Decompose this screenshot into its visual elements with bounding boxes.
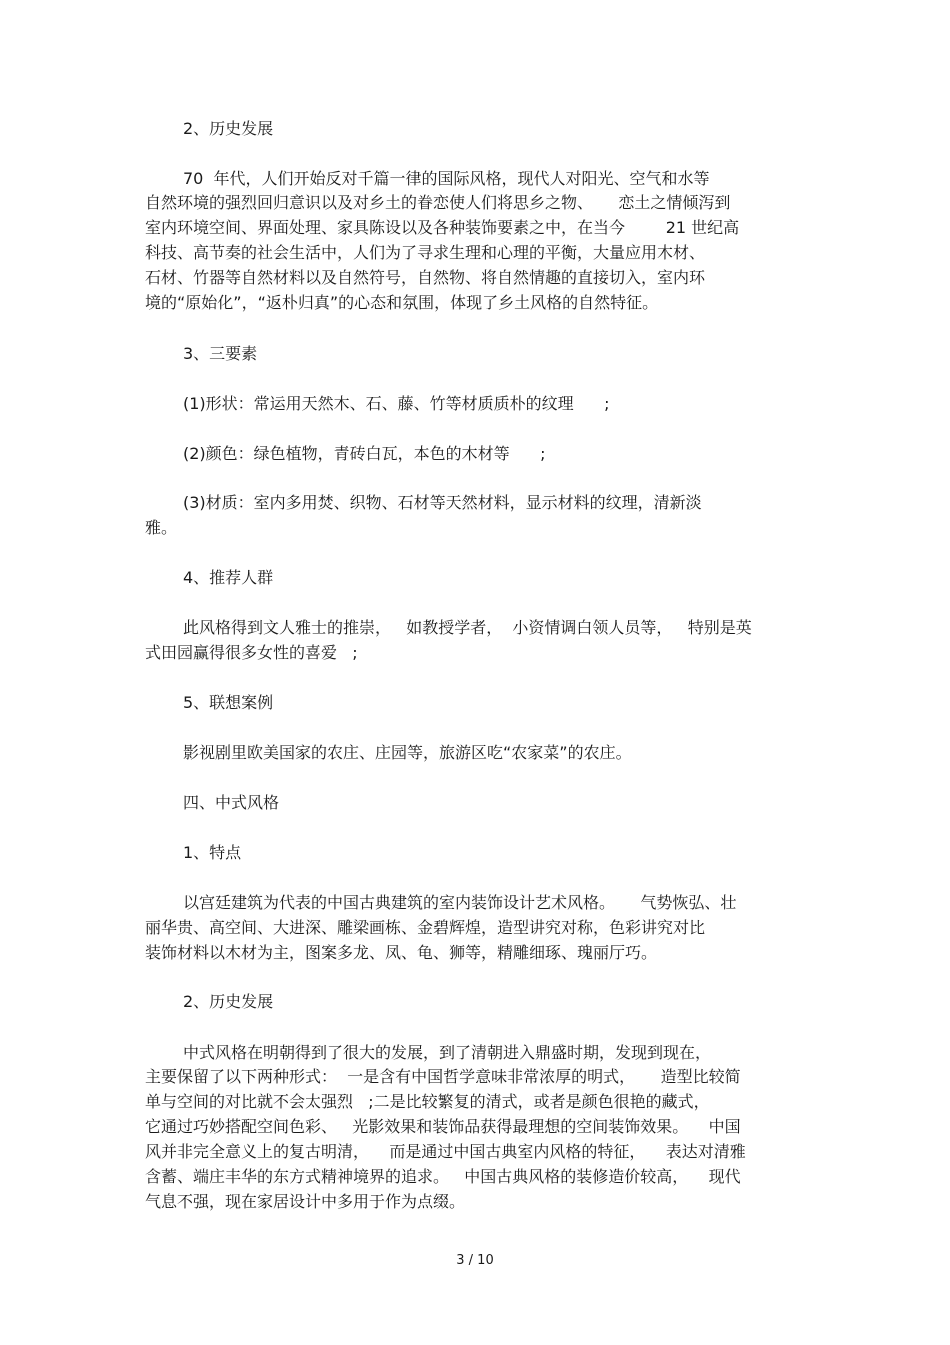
element-color: (2)颜色：绿色植物，青砖白瓦，本色的木材等 ; [183, 444, 546, 463]
section-heading-elements: 3、三要素 [183, 344, 258, 363]
paragraph-line: 丽华贵、高空间、大进深、雕梁画栋、金碧辉煌，造型讲究对称，色彩讲究对比 [145, 918, 706, 937]
paragraph-line: 式田园赢得很多女性的喜爱 ; [145, 643, 358, 662]
paragraph-line: 中式风格在明朝得到了很大的发展，到了清朝进入鼎盛时期，发现到现在， [183, 1043, 712, 1062]
paragraph-line: 气息不强，现在家居设计中多用于作为点缀。 [145, 1192, 466, 1211]
section-heading-cases: 5、联想案例 [183, 693, 274, 712]
paragraph-line: 自然环境的强烈回归意识以及对乡土的眷恋使人们将思乡之物、 恋土之情倾泻到 [145, 193, 731, 212]
element-shape: (1)形状：常运用天然木、石、藤、竹等材质质朴的纹理 ; [183, 394, 610, 413]
paragraph-line: 单与空间的对比就不会太强烈 ;二是比较繁复的清式，或者是颜色很艳的藏式， [145, 1092, 710, 1111]
section-heading-features: 1、特点 [183, 843, 242, 862]
paragraph-line: 石材、竹器等自然材料以及自然符号，自然物、将自然情趣的直接切入，室内环 [145, 268, 706, 287]
paragraph-line: 含蓄、端庄丰华的东方式精神境界的追求。 中国古典风格的装修造价较高， 现代 [145, 1167, 741, 1186]
paragraph-line: 风并非完全意义上的复古明清， 而是通过中国古典室内风格的特征， 表达对清雅 [145, 1142, 746, 1161]
paragraph-line: 此风格得到文人雅士的推崇， 如教授学者， 小资情调白领人员等， 特别是英 [183, 618, 752, 637]
element-material: 雅。 [145, 518, 178, 537]
element-material: (3)材质：室内多用焚、织物、石材等天然材料，显示材料的纹理，清新淡 [183, 493, 702, 512]
paragraph-line: 科技、高节奏的社会生活中，人们为了寻求生理和心理的平衡，大量应用木材、 [145, 243, 706, 262]
paragraph-line: 主要保留了以下两种形式： 一是含有中国哲学意味非常浓厚的明式， 造型比较简 [145, 1067, 741, 1086]
section-heading-history: 2、历史发展 [183, 119, 274, 138]
paragraph-line: 境的“原始化”，“返朴归真”的心态和氛围，体现了乡土风格的自然特征。 [145, 293, 659, 312]
section-heading-chinese-style: 四、中式风格 [183, 793, 280, 812]
paragraph-line: 室内环境空间、界面处理、家具陈设以及各种装饰要素之中，在当今 21 世纪高 [145, 218, 740, 237]
paragraph-line: 它通过巧妙搭配空间色彩、 光影效果和装饰品获得最理想的空间装饰效果。 中国 [145, 1117, 741, 1136]
section-heading-history-2: 2、历史发展 [183, 992, 274, 1011]
section-heading-audience: 4、推荐人群 [183, 568, 274, 587]
paragraph-line: 70 年代，人们开始反对千篇一律的国际风格，现代人对阳光、空气和水等 [183, 169, 710, 188]
paragraph-line: 装饰材料以木材为主，图案多龙、凤、龟、狮等，精雕细琢、瑰丽厅巧。 [145, 943, 658, 962]
paragraph-line: 影视剧里欧美国家的农庄、庄园等，旅游区吃“农家菜”的农庄。 [183, 743, 632, 762]
paragraph-line: 以宫廷建筑为代表的中国古典建筑的室内装饰设计艺术风格。 气势恢弘、壮 [183, 893, 737, 912]
page-number: 3 / 10 [456, 1253, 494, 1268]
